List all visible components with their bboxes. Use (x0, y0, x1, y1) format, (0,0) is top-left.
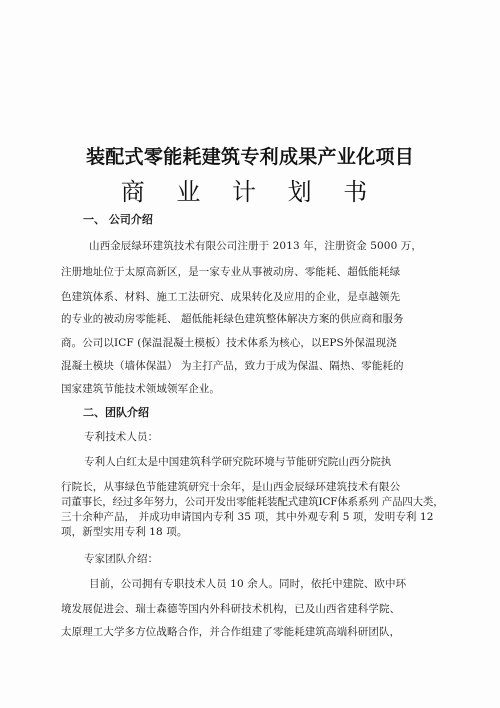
expert-team-label: 专家团队介绍： (84, 553, 159, 565)
patent-text-line: 三十余种产品， 并成功申请国内专利 35 项，其中外观专利 5 项，发明专利 12 (61, 511, 434, 523)
patent-text-line: 专利人白红太是中国建筑科学研究院环境与节能研究院山西分院执 (84, 456, 392, 468)
company-text-line: 色建筑体系、材料、施工工法研究、成果转化及应用的企业，是卓越领先 (61, 291, 401, 303)
document-title: 装配式零能耗建筑专利成果产业化项目 (85, 146, 415, 168)
section-heading-team: 二、团队介绍 (83, 406, 149, 419)
patent-text-line: 司董事长，经过多年努力，公司开发出零能耗装配式建筑ICF体系系列 产品四大类， (61, 496, 444, 508)
expert-text-line: 太原理工大学多方位战略合作，并合作组建了零能耗建筑高端科研团队， (61, 626, 401, 638)
company-text-line: 国家建筑节能技术领域领军企业。 (61, 383, 220, 395)
expert-text-line: 境发展促进会、瑞士森德等国内外科研技术机构，已及山西省建科学院、 (61, 603, 401, 615)
company-text-line: 商。公司以ICF (保温混凝土模板）技术体系为核心，以EPS外保温现浇 (61, 337, 397, 349)
company-text-line: 注册地址位于太原高新区，是一家专业从事被动房、零能耗、超低能耗绿 (61, 266, 401, 278)
document-subtitle: 商 业 计 划 书 (120, 178, 380, 206)
company-text-line: 的专业的被动房零能耗、 超低能耗绿色建筑整体解决方案的供应商和服务 (61, 313, 404, 325)
section-heading-company: 一、 公司介绍 (83, 213, 153, 226)
patent-staff-label: 专利技术人员： (84, 431, 159, 443)
company-text-line: 混凝土模块（墙体保温） 为主打产品，致力于成为保温、隔热、零能耗的 (61, 360, 404, 372)
patent-text-line: 行院长，从事绿色节能建筑研究十余年，是山西金辰绿环建筑技术有限公 (61, 481, 401, 493)
expert-text-line: 目前，公司拥有专职技术人员 10 余人。同时，依托中建院、欧中环 (89, 578, 407, 590)
company-text-line: 山西金辰绿环建筑技术有限公司注册于 2013 年，注册资金 5000 万， (89, 240, 422, 252)
patent-text-line: 项，新型实用专利 18 项。 (61, 526, 188, 538)
